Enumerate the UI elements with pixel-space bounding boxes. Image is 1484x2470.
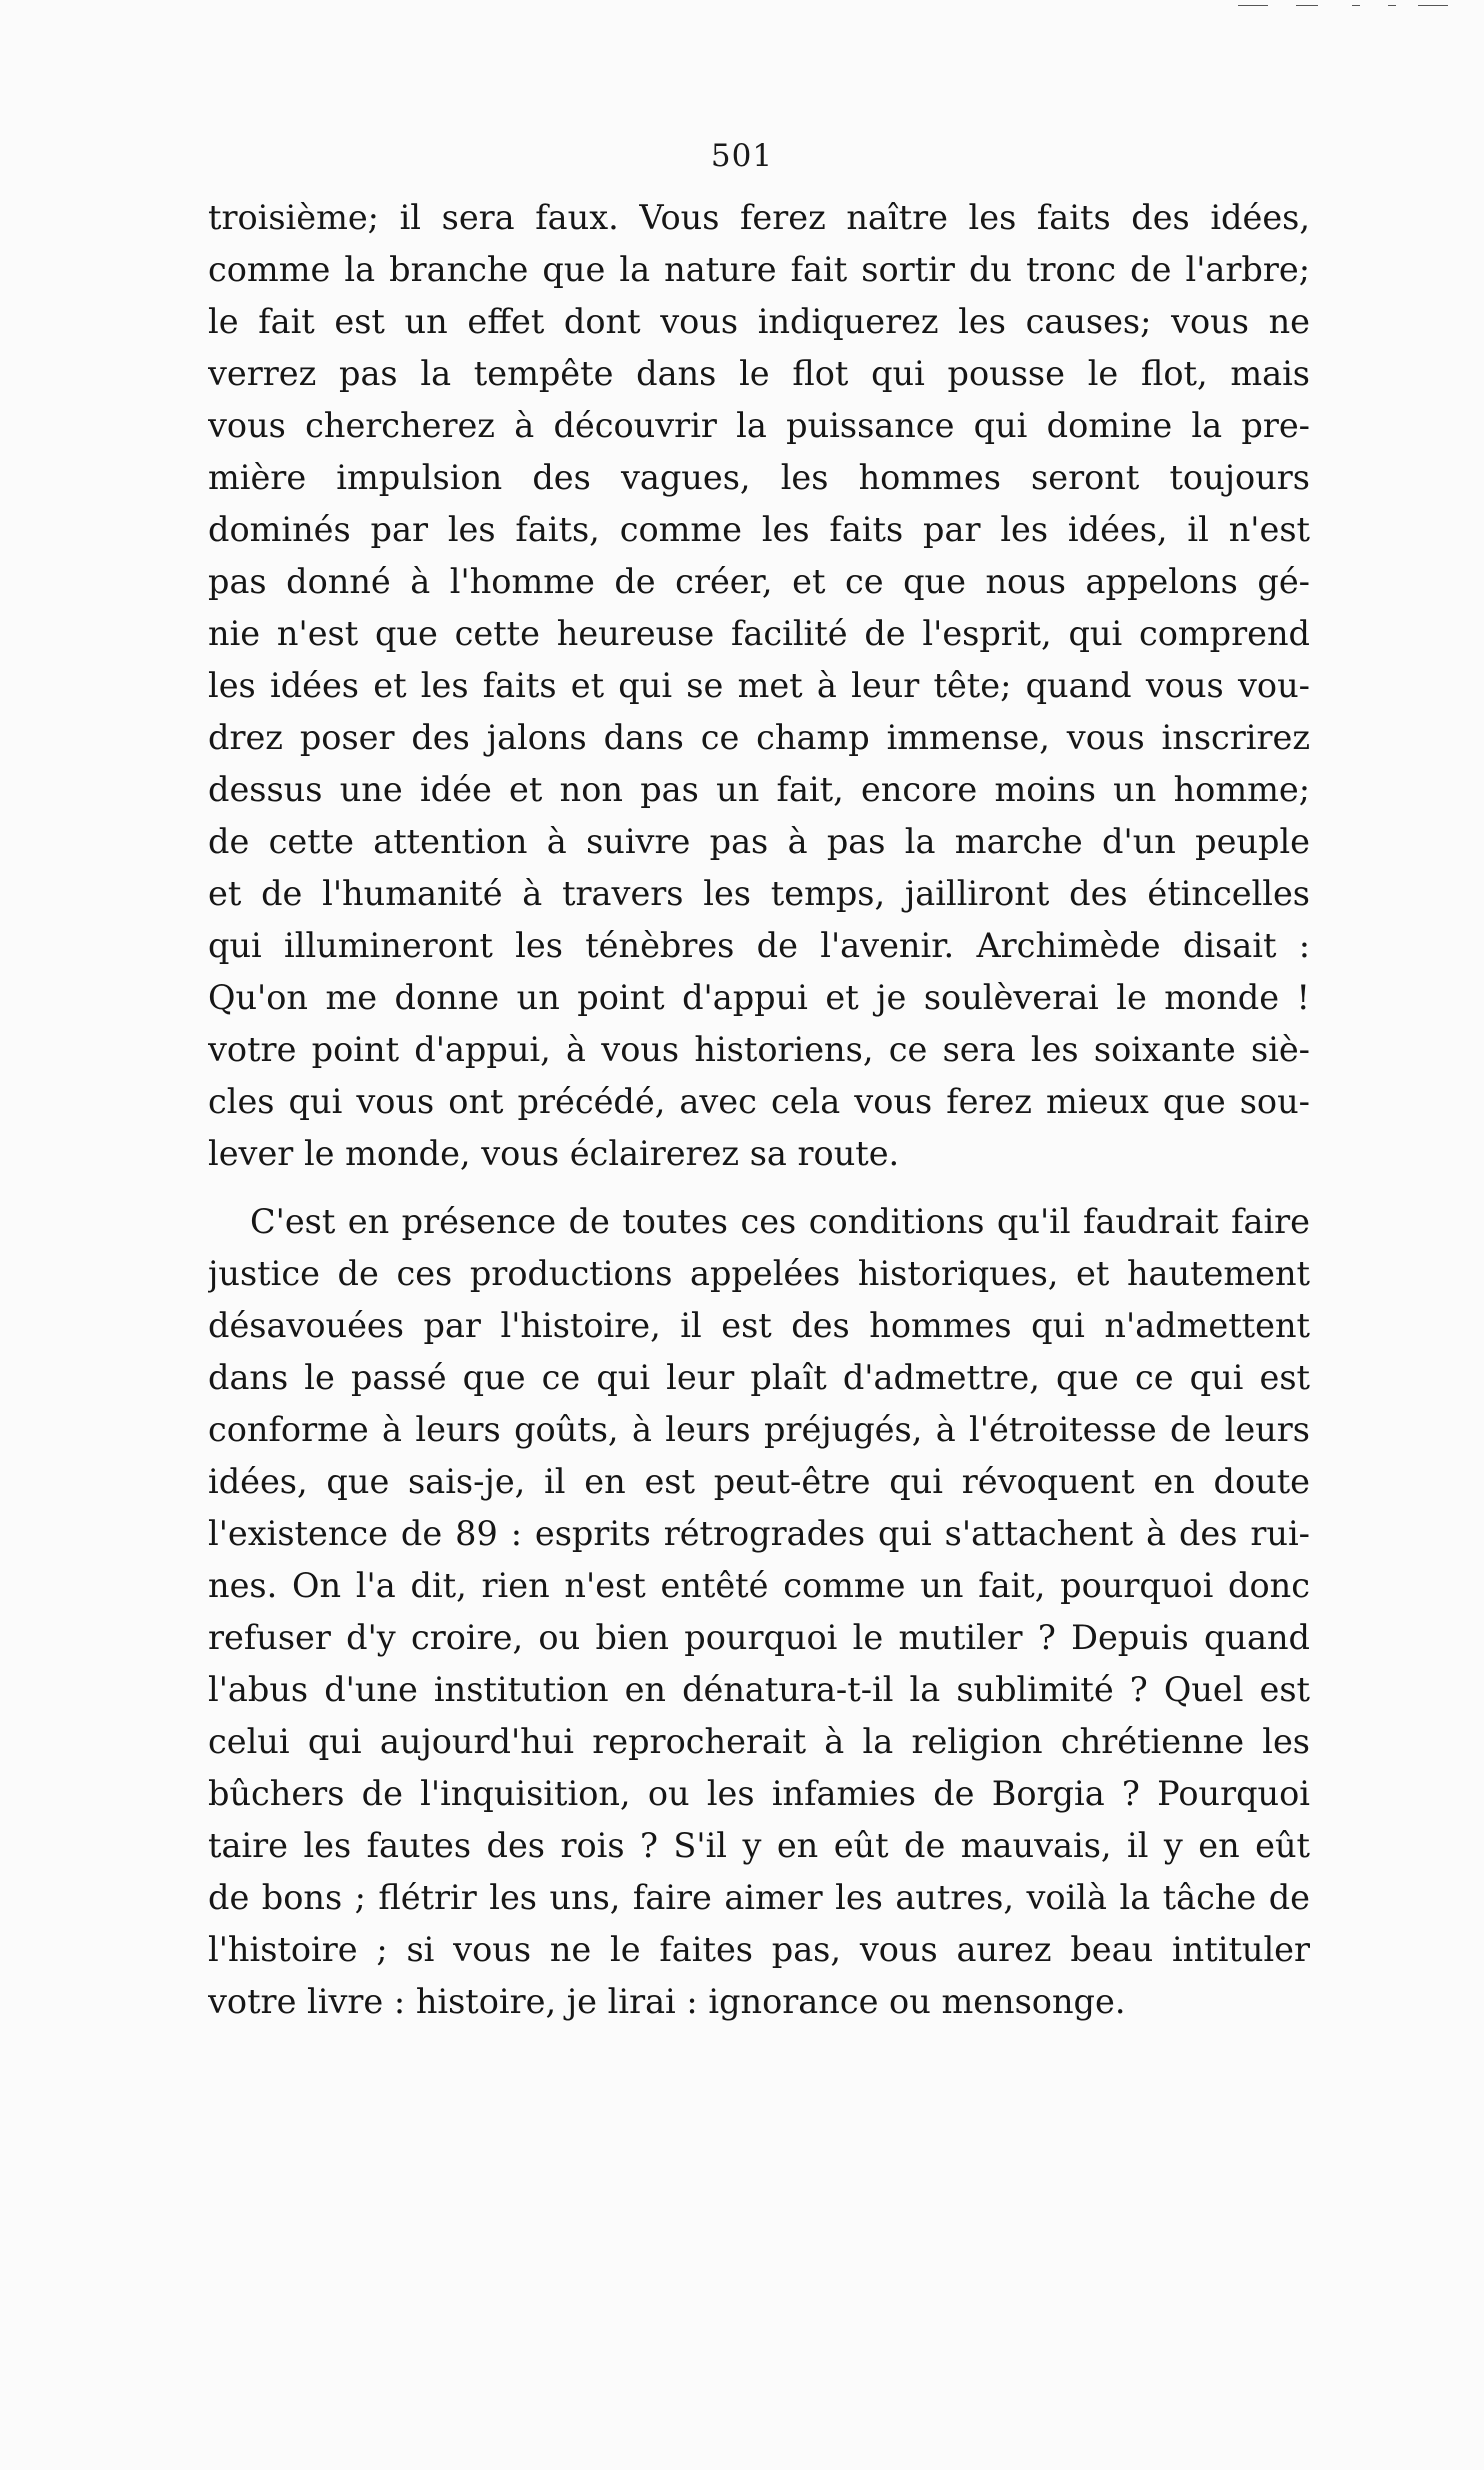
text-line: les idées et les faits et qui se met à leur tête; quand vous vou- (208, 666, 1310, 705)
scan-mark (1238, 5, 1268, 6)
text-line: bûchers de l'inquisition, ou les infamies de Borgia ? Pourquoi (208, 1774, 1310, 1813)
text-line: troisième; il sera faux. Vous ferez naître les faits des idées, (208, 198, 1310, 237)
text-line: et de l'humanité à travers les temps, jailliront des étincelles (208, 874, 1310, 913)
paragraph (208, 192, 1310, 1180)
text-line: celui qui aujourd'hui reprocherait à la religion chrétienne les (208, 1722, 1310, 1761)
text-line: de bons ; flétrir les uns, faire aimer les autres, voilà la tâche de (208, 1878, 1310, 1917)
text-line: votre point d'appui, à vous historiens, ce sera les soixante siè- (208, 1030, 1310, 1069)
scan-mark (1296, 5, 1318, 6)
body-text (208, 192, 1310, 2028)
text-line: dessus une idée et non pas un fait, encore moins un homme; (208, 770, 1310, 809)
scan-mark (1418, 5, 1448, 6)
text-line: qui illumineront les ténèbres de l'avenir. Archimède disait : (208, 926, 1310, 965)
text-line: de cette attention à suivre pas à pas la marche d'un peuple (208, 822, 1310, 861)
text-line: dominés par les faits, comme les faits par les idées, il n'est (208, 510, 1310, 549)
text-line: conforme à leurs goûts, à leurs préjugés, à l'étroitesse de leurs (208, 1410, 1310, 1449)
scan-mark (1352, 5, 1360, 6)
page-number: 501 (710, 138, 774, 174)
text-line: cles qui vous ont précédé, avec cela vous ferez mieux que sou- (208, 1082, 1310, 1121)
text-line: idées, que sais-je, il en est peut-être qui révoquent en doute (208, 1462, 1310, 1501)
text-line: désavouées par l'histoire, il est des hommes qui n'admettent (208, 1306, 1310, 1345)
text-line: C'est en présence de toutes ces conditions qu'il faudrait faire (250, 1202, 1310, 1241)
text-line: taire les fautes des rois ? S'il y en eût de mauvais, il y en eût (208, 1826, 1310, 1865)
paragraph-gap (208, 1180, 1310, 1196)
text-line: vous chercherez à découvrir la puissance qui domine la pre- (208, 406, 1310, 445)
text-line: l'abus d'une institution en dénatura-t-il la sublimité ? Quel est (208, 1670, 1310, 1709)
text-line: mière impulsion des vagues, les hommes seront toujours (208, 458, 1310, 497)
text-line: l'existence de 89 : esprits rétrogrades qui s'attachent à des rui- (208, 1514, 1310, 1553)
text-line: justice de ces productions appelées historiques, et hautement (208, 1254, 1310, 1293)
text-line: comme la branche que la nature fait sortir du tronc de l'arbre; (208, 250, 1310, 289)
text-line: Qu'on me donne un point d'appui et je soulèverai le monde ! (208, 978, 1310, 1017)
text-line: dans le passé que ce qui leur plaît d'admettre, que ce qui est (208, 1358, 1310, 1397)
text-line: votre livre : histoire, je lirai : ignorance ou mensonge. (208, 1982, 1126, 2021)
text-line: nie n'est que cette heureuse facilité de l'esprit, qui comprend (208, 614, 1310, 653)
paragraph (208, 1196, 1310, 2028)
text-line: le fait est un effet dont vous indiquerez les causes; vous ne (208, 302, 1310, 341)
text-line: pas donné à l'homme de créer, et ce que nous appelons gé- (208, 562, 1310, 601)
text-line: verrez pas la tempête dans le flot qui pousse le flot, mais (208, 354, 1310, 393)
text-line: refuser d'y croire, ou bien pourquoi le mutiler ? Depuis quand (208, 1618, 1310, 1657)
scan-mark (1388, 5, 1396, 6)
text-line: l'histoire ; si vous ne le faites pas, vous aurez beau intituler (208, 1930, 1310, 1969)
text-line: drez poser des jalons dans ce champ immense, vous inscrirez (208, 718, 1310, 757)
text-line: nes. On l'a dit, rien n'est entêté comme un fait, pourquoi donc (208, 1566, 1310, 1605)
text-line: lever le monde, vous éclairerez sa route. (208, 1134, 900, 1173)
